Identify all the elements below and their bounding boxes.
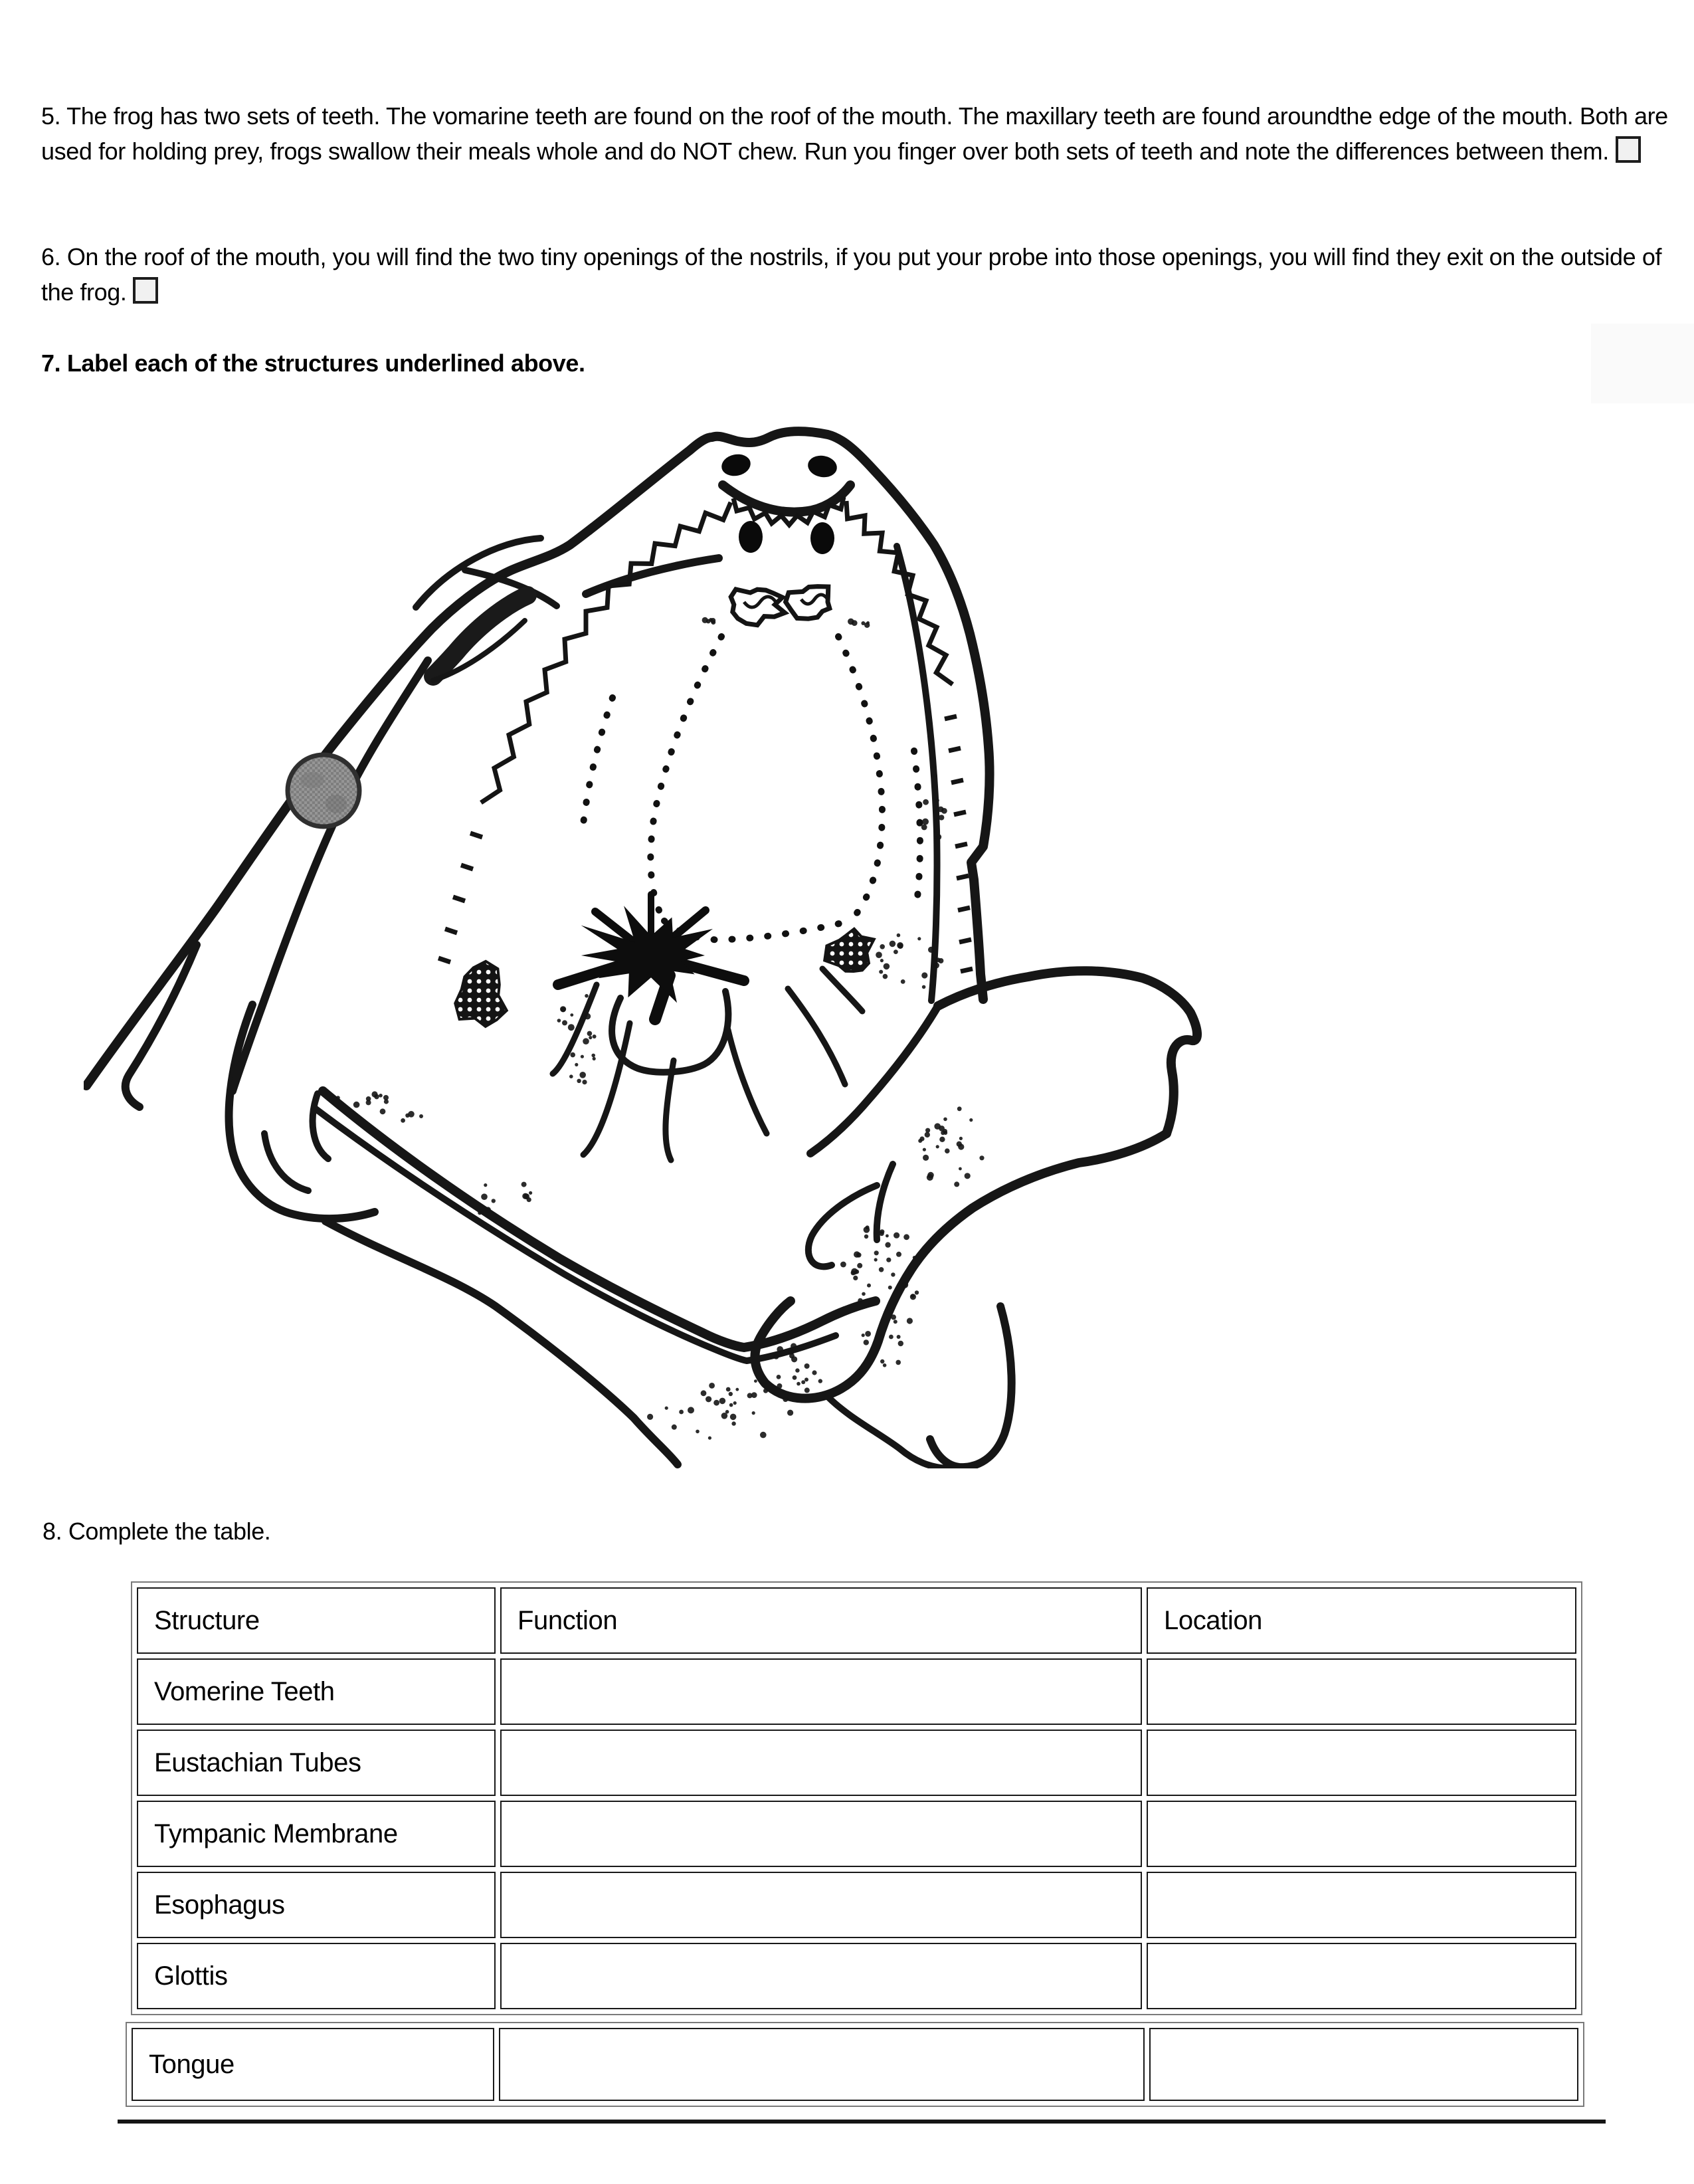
row-label-tympanic-membrane: Tympanic Membrane — [137, 1801, 496, 1867]
location-cell-glottis[interactable] — [1147, 1943, 1576, 2009]
row-label-vomerine-teeth: Vomerine Teeth — [137, 1658, 496, 1725]
location-cell-tongue[interactable] — [1149, 2028, 1578, 2101]
location-cell-vomerine-teeth[interactable] — [1147, 1658, 1576, 1725]
function-cell-vomerine-teeth[interactable] — [500, 1658, 1142, 1725]
roof-right-edge — [897, 546, 937, 1001]
external-nostrils — [719, 452, 838, 480]
internal-nares — [739, 521, 834, 554]
tongue-attachment-starburst — [558, 894, 744, 1003]
row-label-eustachian-tubes: Eustachian Tubes — [137, 1730, 496, 1796]
function-cell-glottis[interactable] — [500, 1943, 1142, 2009]
checkbox-icon[interactable] — [1616, 136, 1641, 163]
tympanic-membrane — [288, 755, 359, 827]
mouth-floor — [315, 1091, 876, 1464]
scan-artifact — [1591, 324, 1694, 403]
row-label-tongue: Tongue — [132, 2028, 494, 2101]
location-cell-eustachian-tubes[interactable] — [1147, 1730, 1576, 1796]
table-row — [132, 2028, 1578, 2101]
head-outline-left-edge — [126, 945, 197, 1107]
location-cell-tympanic-membrane[interactable] — [1147, 1801, 1576, 1867]
column-header-location: Location — [1147, 1587, 1576, 1654]
frog-mouth-diagram — [84, 419, 1216, 1468]
table-row — [137, 1658, 1576, 1725]
table-row — [137, 1801, 1576, 1867]
vomerine-teeth — [731, 587, 830, 625]
throat — [828, 1306, 1012, 1468]
column-header-structure: Structure — [137, 1587, 496, 1654]
roof-dotted-lines — [583, 637, 920, 940]
paragraph-8: 8. Complete the table. — [43, 1518, 271, 1545]
table-header-row — [137, 1587, 1576, 1654]
cheek-line — [233, 660, 428, 1091]
function-cell-tympanic-membrane[interactable] — [500, 1801, 1142, 1867]
function-cell-eustachian-tubes[interactable] — [500, 1730, 1142, 1796]
table-row — [137, 1872, 1576, 1938]
structures-table-last-row — [126, 2022, 1584, 2107]
row-label-glottis: Glottis — [137, 1943, 496, 2009]
checkbox-icon[interactable] — [133, 277, 158, 304]
paragraph-7-heading: 7. Label each of the structures underlined above. — [41, 349, 585, 377]
column-header-function: Function — [500, 1587, 1142, 1654]
paragraph-6 — [41, 239, 1677, 310]
function-cell-tongue[interactable] — [499, 2028, 1145, 2101]
paragraph-6-text: 6. On the roof of the mouth, you will find the two tiny openings of the nostrils, if you put your probe into those openings, you will find they exit on the outside of the frog. — [41, 243, 1662, 306]
eye-slit — [416, 538, 541, 680]
structures-table — [131, 1581, 1582, 2015]
location-cell-esophagus[interactable] — [1147, 1872, 1576, 1938]
paragraph-5 — [41, 98, 1677, 169]
table-row — [137, 1943, 1576, 2009]
row-label-esophagus: Esophagus — [137, 1872, 496, 1938]
head-outline — [86, 431, 990, 1086]
paragraph-5-text: 5. The frog has two sets of teeth. The vomarine teeth are found on the roof of the mouth. The maxillary teeth are found aroundthe edge of the mouth. Both are used for holding prey, frogs swallow their meals whole and do NOT chew. Run you finger over both sets of teeth and note the differences between them. — [41, 102, 1668, 165]
bottom-rule — [118, 2120, 1606, 2124]
table-row — [137, 1730, 1576, 1796]
function-cell-esophagus[interactable] — [500, 1872, 1142, 1938]
